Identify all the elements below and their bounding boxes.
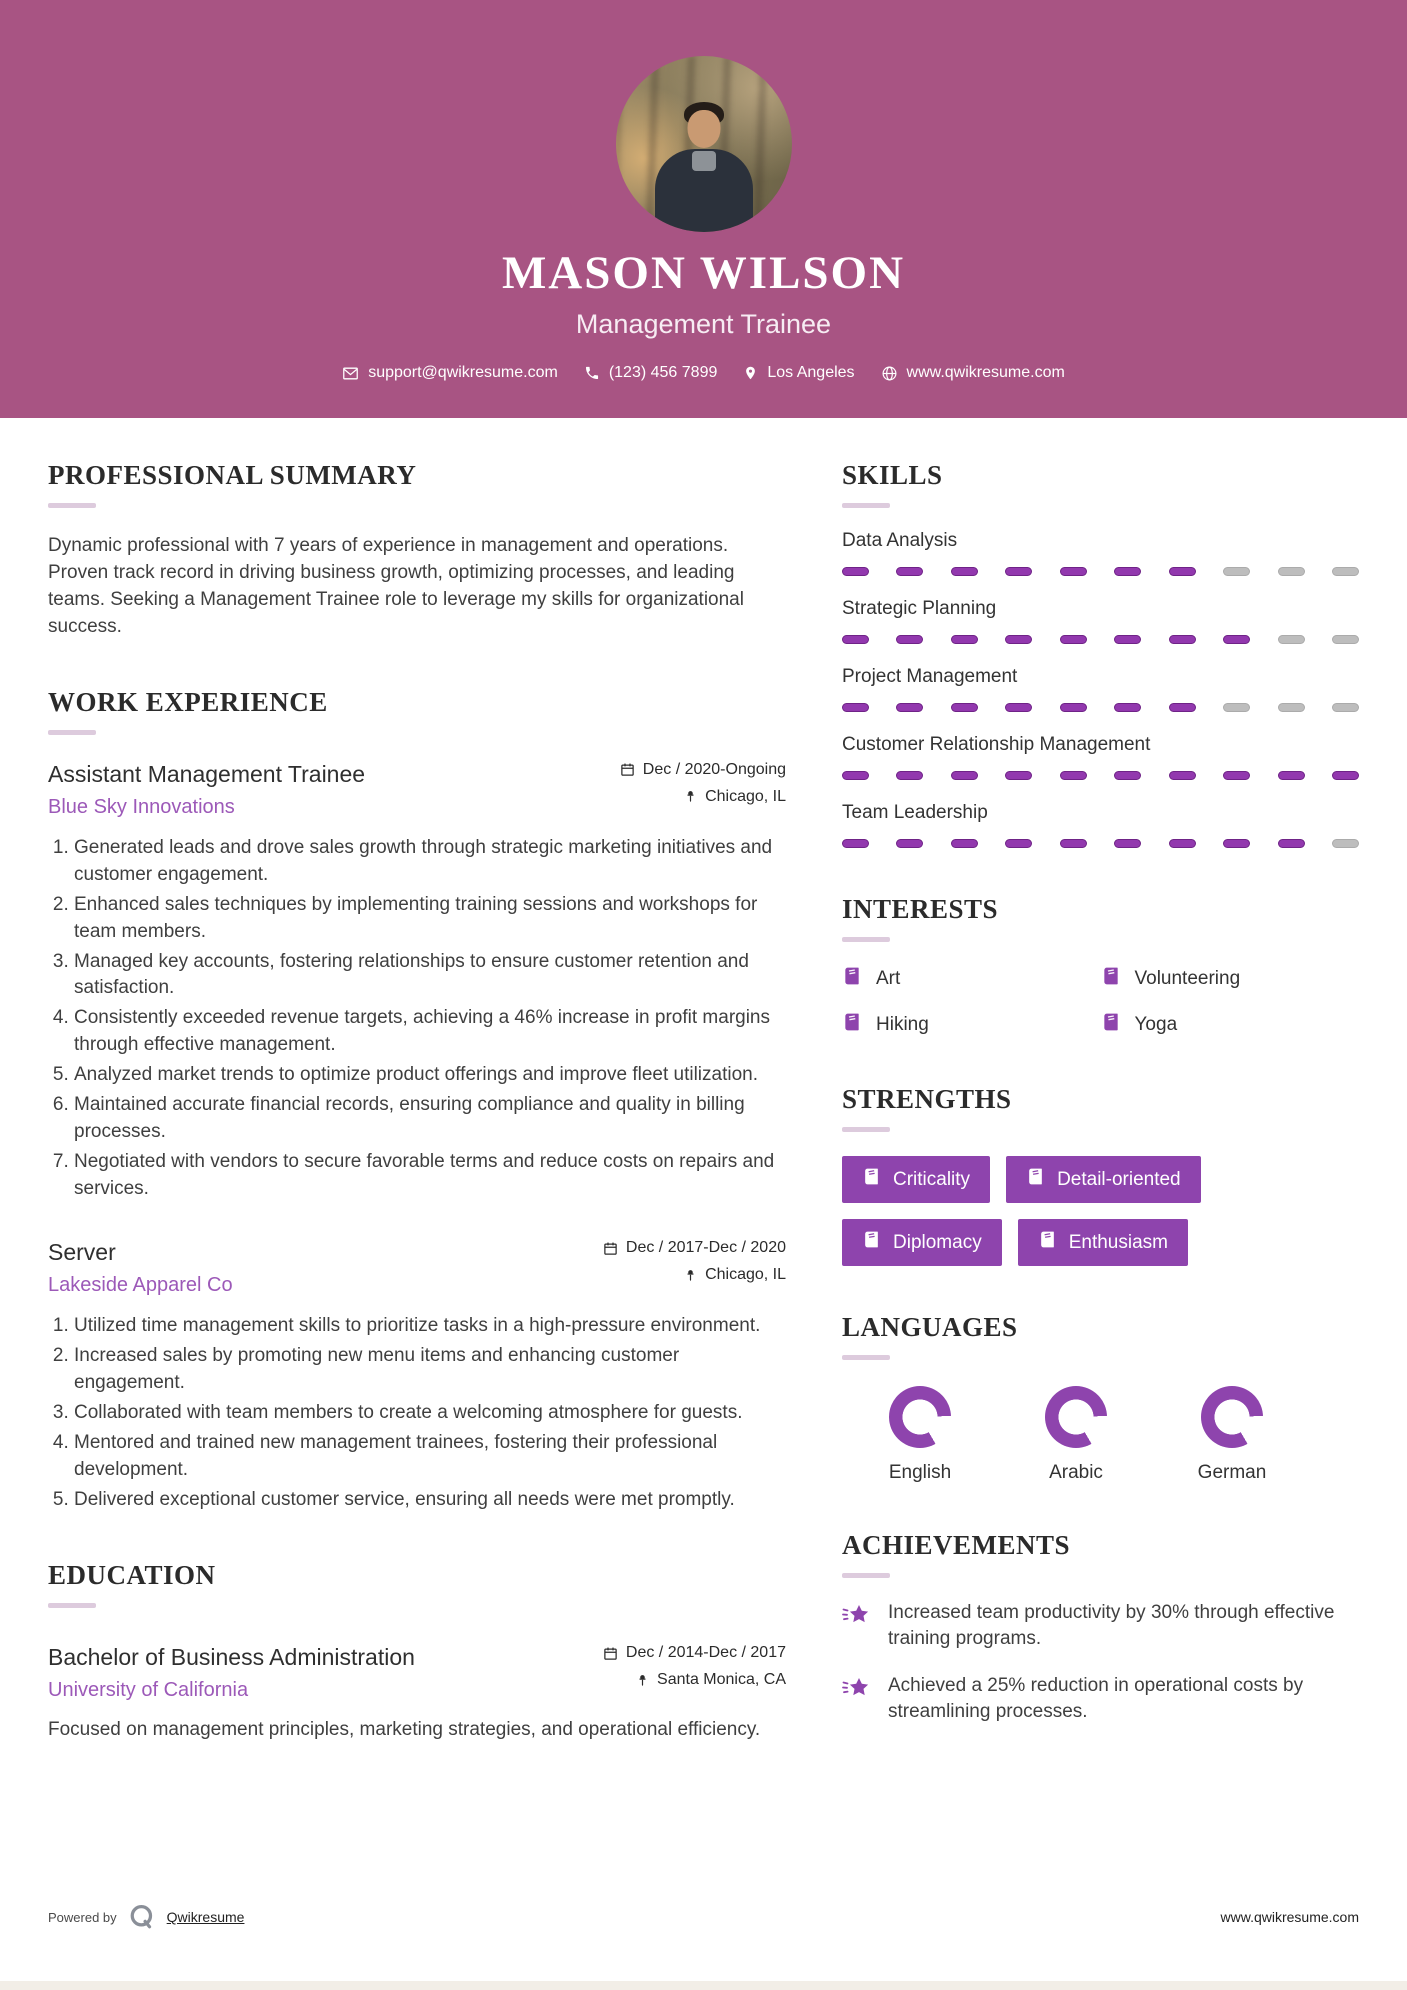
strength-pill: [1006, 1156, 1201, 1203]
skill-dot: [1169, 703, 1196, 712]
book-icon: [862, 1167, 881, 1192]
job-bullet: 4. Mentored and trained new management trainees, fostering their professional development.: [74, 1430, 786, 1484]
contact-email-text: support@qwikresume.com: [368, 364, 558, 381]
interests-heading: INTERESTS: [842, 894, 999, 924]
section-skills: [842, 460, 1359, 848]
heading-underline: [48, 730, 96, 735]
job-bullet: 5. Delivered exceptional customer service, ensuring all needs were met promptly.: [74, 1487, 786, 1514]
contact-phone: [584, 364, 718, 382]
interests-grid: [842, 966, 1359, 1038]
contact-location: [743, 364, 854, 382]
skill-dot: [1223, 567, 1250, 576]
envelope-icon: [342, 365, 359, 382]
skill-dot: [1060, 703, 1087, 712]
skill-dot: [1114, 839, 1141, 848]
skill-dot: [951, 839, 978, 848]
language-donut-gauge: [1045, 1386, 1107, 1448]
education-dates: [603, 1644, 786, 1662]
skill-dot: [1332, 839, 1359, 848]
contact-email: [342, 364, 558, 382]
skill-dot: [896, 635, 923, 644]
skill-dot: [1005, 635, 1032, 644]
skill-dot: [842, 839, 869, 848]
skill-dot: [1005, 703, 1032, 712]
skill-dot: [1114, 771, 1141, 780]
jobs-list: [48, 761, 786, 1514]
skill-dot: [1278, 703, 1305, 712]
strength-pill: [842, 1156, 990, 1203]
calendar-icon: [603, 1241, 618, 1256]
book-icon: [842, 1012, 862, 1038]
language-label: Arabic: [1049, 1462, 1103, 1483]
strength-label: Detail-oriented: [1057, 1168, 1181, 1190]
job-dates-text: Dec / 2020-Ongoing: [642, 760, 786, 778]
section-achievements: [842, 1530, 1359, 1725]
heading-underline: [842, 1573, 890, 1578]
summary-heading: PROFESSIONAL SUMMARY: [48, 460, 417, 490]
skill-dot: [1332, 771, 1359, 780]
phone-icon: [584, 365, 600, 381]
language-label: German: [1197, 1462, 1267, 1483]
skill-dot: [1060, 635, 1087, 644]
section-work-experience: [48, 687, 786, 1514]
qwikresume-link[interactable]: Qwikresume: [166, 1909, 245, 1925]
job-bullets: [48, 1313, 786, 1514]
job-bullet: 1. Generated leads and drove sales growth through strategic marketing initiatives and customer engagement.: [74, 835, 786, 889]
pushpin-icon: [684, 1268, 697, 1283]
skill-dot: [1278, 771, 1305, 780]
skill-dot: [1169, 567, 1196, 576]
footer-left: [48, 1902, 244, 1932]
heading-underline: [48, 503, 96, 508]
skill-dot: [1332, 635, 1359, 644]
contact-phone-text: (123) 456 7899: [608, 364, 718, 381]
skill-dot: [1278, 839, 1305, 848]
person-face: [687, 110, 720, 148]
section-interests: [842, 894, 1359, 1038]
job-entry: [48, 1239, 786, 1514]
education-entry: [48, 1644, 786, 1743]
strengths-list: [842, 1156, 1359, 1266]
job-location: [603, 1266, 786, 1284]
person-job-title: Management Trainee: [575, 309, 832, 339]
job-company-link: Blue Sky Innovations: [48, 795, 235, 818]
education-location: [603, 1671, 786, 1689]
section-languages: [842, 1312, 1359, 1484]
skill-dot: [896, 839, 923, 848]
strength-pill: [1018, 1219, 1188, 1266]
skill-dot: [1114, 567, 1141, 576]
job-dates: [603, 1239, 786, 1257]
skill-level-dots: [842, 703, 1359, 712]
calendar-icon: [620, 762, 635, 777]
language-label: English: [888, 1462, 952, 1483]
skill-dot: [951, 703, 978, 712]
interest-label: Yoga: [1134, 1014, 1178, 1035]
language-item: [842, 1386, 998, 1484]
star-icon: [842, 1675, 872, 1703]
skill-dot: [1169, 635, 1196, 644]
job-bullet: 3. Managed key accounts, fostering relationships to ensure customer retention and satisfaction.: [74, 949, 786, 1003]
job-bullet: 3. Collaborated with team members to create a welcoming atmosphere for guests.: [74, 1400, 786, 1427]
heading-underline: [842, 1355, 890, 1360]
skill-dot: [842, 771, 869, 780]
job-title: Assistant Management Trainee: [48, 760, 366, 787]
contact-website: [881, 364, 1065, 382]
left-column: [48, 460, 786, 1743]
skill-dot: [1223, 635, 1250, 644]
achievement-text: Increased team productivity by 30% through effective training programs.: [888, 1602, 1335, 1649]
interest-item: [842, 966, 1101, 992]
section-professional-summary: [48, 460, 786, 641]
skill-dot: [896, 703, 923, 712]
skill-dot: [1223, 839, 1250, 848]
powered-by-text: Powered by: [48, 1909, 117, 1925]
language-donut-gauge: [889, 1386, 951, 1448]
education-header-left: [48, 1644, 415, 1702]
languages-heading: LANGUAGES: [842, 1312, 1018, 1342]
education-description: Focused on management principles, marketing strategies, and operational efficiency.: [48, 1719, 761, 1740]
strengths-heading: STRENGTHS: [842, 1084, 1012, 1114]
skill-name: Project Management: [842, 666, 1018, 687]
star-icon: [842, 1602, 872, 1630]
profile-photo: [616, 56, 792, 232]
skill-level-dots: [842, 567, 1359, 576]
strength-label: Enthusiasm: [1068, 1231, 1168, 1253]
achievements-list: [842, 1600, 1359, 1725]
job-entry: [48, 761, 786, 1204]
contact-location-text: Los Angeles: [767, 364, 855, 381]
skill-dot: [1060, 771, 1087, 780]
strength-pill: [842, 1219, 1002, 1266]
job-header-right: [603, 1239, 786, 1284]
job-bullet: 2. Increased sales by promoting new menu items and enhancing customer engagement.: [74, 1343, 786, 1397]
education-dates-text: Dec / 2014-Dec / 2017: [625, 1644, 786, 1661]
education-degree: Bachelor of Business Administration: [48, 1644, 415, 1670]
job-bullet: 4. Consistently exceeded revenue targets, achieving a 46% increase in profit margins through effective management.: [74, 1005, 786, 1059]
heading-underline: [842, 1127, 890, 1132]
section-strengths: [842, 1084, 1359, 1266]
heading-underline: [842, 937, 890, 942]
heading-underline: [842, 503, 890, 508]
skill-level-dots: [842, 635, 1359, 644]
interest-item: [1101, 966, 1360, 992]
skill-item: [842, 802, 1359, 848]
skill-dot: [951, 635, 978, 644]
interest-label: Hiking: [876, 1014, 929, 1035]
book-icon: [1038, 1230, 1057, 1255]
section-education: [48, 1560, 786, 1743]
languages-list: [842, 1386, 1359, 1484]
strength-label: Diplomacy: [893, 1231, 982, 1253]
job-location: [620, 788, 786, 806]
language-item: [1154, 1386, 1310, 1484]
footer-url: www.qwikresume.com: [1220, 1909, 1359, 1925]
skill-dot: [1060, 567, 1087, 576]
bottom-edge-strip: [0, 1981, 1407, 1990]
skill-level-dots: [842, 839, 1359, 848]
skill-dot: [1005, 771, 1032, 780]
calendar-icon: [603, 1646, 618, 1661]
skill-dot: [951, 771, 978, 780]
language-item: [998, 1386, 1154, 1484]
skill-dot: [896, 771, 923, 780]
job-header-left: [48, 1239, 233, 1297]
skill-dot: [1114, 703, 1141, 712]
job-bullets: [48, 835, 786, 1204]
interest-label: Art: [876, 968, 901, 989]
skill-name: Strategic Planning: [842, 598, 997, 619]
book-icon: [862, 1230, 881, 1255]
skills-list: [842, 530, 1359, 848]
contact-website-text: www.qwikresume.com: [906, 364, 1065, 381]
footer: [48, 1902, 1359, 1932]
skill-dot: [896, 567, 923, 576]
skill-dot: [1169, 839, 1196, 848]
interest-label: Volunteering: [1134, 968, 1241, 989]
job-header: [48, 1239, 786, 1297]
skill-item: [842, 734, 1359, 780]
book-icon: [842, 966, 862, 992]
skill-name: Customer Relationship Management: [842, 734, 1151, 755]
qwikresume-logo-icon: [127, 1902, 157, 1932]
skill-dot: [1005, 839, 1032, 848]
achievement-text: Achieved a 25% reduction in operational costs by streamlining processes.: [888, 1675, 1304, 1722]
skill-dot: [1223, 703, 1250, 712]
book-icon: [1026, 1167, 1045, 1192]
person-name: MASON WILSON: [501, 247, 906, 299]
right-column: [842, 460, 1359, 1743]
job-location-text: Chicago, IL: [705, 1266, 786, 1284]
education-location-text: Santa Monica, CA: [657, 1671, 786, 1688]
book-icon: [1101, 1012, 1121, 1038]
achievement-item: [842, 1600, 1359, 1651]
job-bullet: 7. Negotiated with vendors to secure favorable terms and reduce costs on repairs and services.: [74, 1149, 786, 1203]
skill-dot: [1005, 567, 1032, 576]
skill-dot: [1223, 771, 1250, 780]
skill-item: [842, 530, 1359, 576]
person-shirt: [692, 151, 716, 171]
language-donut-gauge: [1201, 1386, 1263, 1448]
strength-label: Criticality: [893, 1168, 971, 1190]
achievement-item: [842, 1673, 1359, 1724]
job-bullet: 2. Enhanced sales techniques by implementing training sessions and workshops for team members.: [74, 892, 786, 946]
skill-dot: [1060, 839, 1087, 848]
pushpin-icon: [684, 789, 697, 804]
header-band: [0, 0, 1407, 418]
job-title: Server: [48, 1239, 116, 1266]
contact-row: [0, 364, 1407, 382]
skill-dot: [1169, 771, 1196, 780]
skill-dot: [1332, 703, 1359, 712]
skill-dot: [842, 635, 869, 644]
content-area: [0, 418, 1407, 1743]
interest-item: [842, 1012, 1101, 1038]
heading-underline: [48, 1603, 96, 1608]
skill-level-dots: [842, 771, 1359, 780]
job-bullet: 5. Analyzed market trends to optimize product offerings and improve fleet utilization.: [74, 1062, 786, 1089]
job-header: [48, 761, 786, 819]
education-heading: EDUCATION: [48, 1560, 216, 1590]
summary-text: Dynamic professional with 7 years of experience in management and operations. Proven track record in driving business growth, optimizing processes, and leading teams. Seeking a Management Trainee role to leverage my skills for organizational success.: [48, 535, 744, 638]
job-header-right: [620, 761, 786, 806]
education-header: [48, 1644, 786, 1702]
achievements-heading: ACHIEVEMENTS: [842, 1530, 1071, 1560]
skill-dot: [1114, 635, 1141, 644]
skill-dot: [842, 567, 869, 576]
interest-item: [1101, 1012, 1360, 1038]
skill-item: [842, 598, 1359, 644]
job-header-left: [48, 761, 365, 819]
globe-icon: [881, 365, 898, 382]
skill-dot: [1278, 635, 1305, 644]
skill-dot: [951, 567, 978, 576]
job-dates-text: Dec / 2017-Dec / 2020: [625, 1239, 786, 1257]
location-pin-icon: [743, 365, 758, 381]
experience-heading: WORK EXPERIENCE: [48, 686, 328, 717]
skill-dot: [1278, 567, 1305, 576]
education-school-link: University of California: [48, 1679, 249, 1701]
skill-name: Data Analysis: [842, 530, 958, 551]
job-company-link: Lakeside Apparel Co: [48, 1274, 233, 1297]
skill-item: [842, 666, 1359, 712]
job-location-text: Chicago, IL: [705, 787, 786, 805]
skill-dot: [842, 703, 869, 712]
skill-name: Team Leadership: [842, 802, 988, 823]
pushpin-icon: [636, 1673, 649, 1688]
job-bullet: 1. Utilized time management skills to prioritize tasks in a high-pressure environment.: [74, 1313, 786, 1340]
book-icon: [1101, 966, 1121, 992]
job-dates: [620, 761, 786, 779]
skill-dot: [1332, 567, 1359, 576]
job-bullet: 6. Maintained accurate financial records, ensuring compliance and quality in billing processes.: [74, 1092, 786, 1146]
education-header-right: [603, 1644, 786, 1689]
skills-heading: SKILLS: [842, 460, 943, 490]
